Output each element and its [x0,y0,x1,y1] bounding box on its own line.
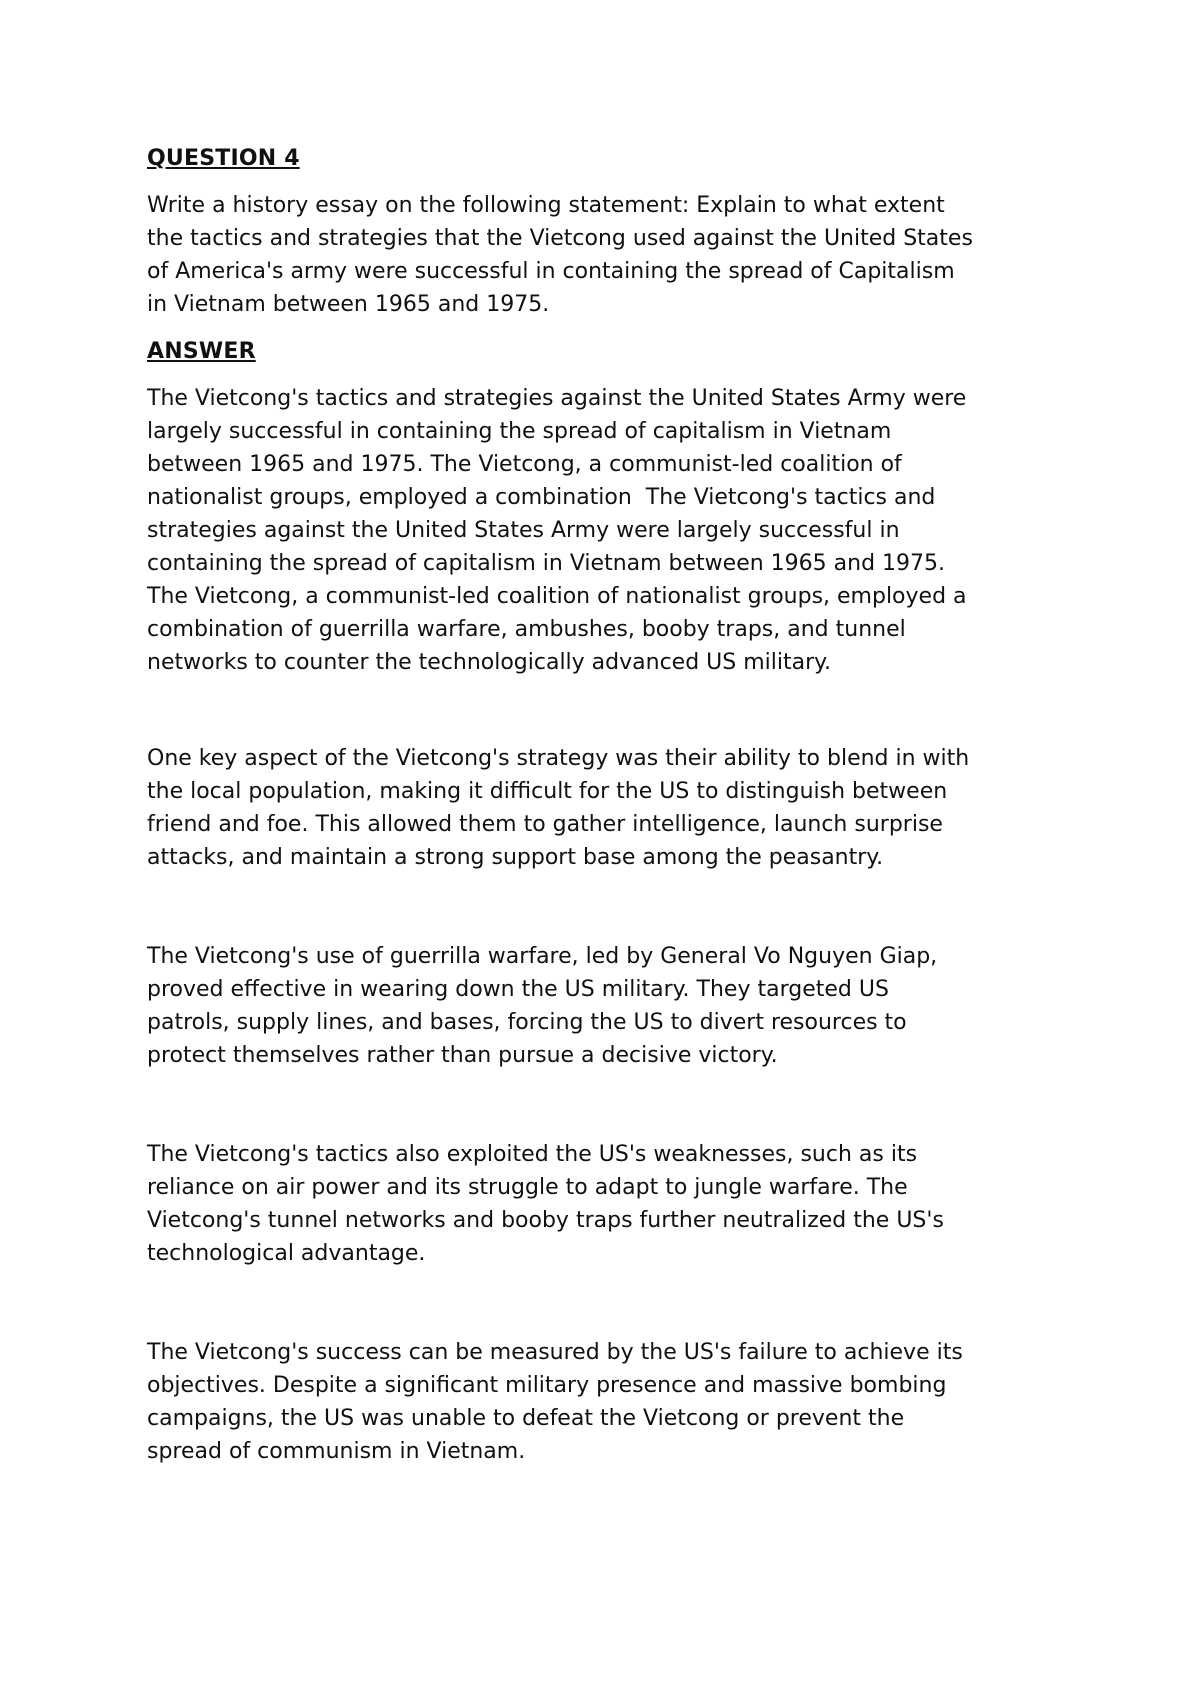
answer-paragraph-2: One key aspect of the Vietcong's strategy was their ability to blend in with the local population, making it difficult for the US to distinguish between friend and foe. This allowed them to gather intelligence, launch surprise attacks, and maintain a strong support base among the peasantry. [147,746,970,870]
question-heading: QUESTION 4 [147,146,300,171]
question-text: Write a history essay on the following statement: Explain to what extent the tactics and strategies that the Vietcong used against the United States of America's army were successful in containing the spread of Capitalism in Vietnam between 1965 and 1975. [147,193,973,317]
document-page [147,142,1077,1534]
answer-paragraph-5: The Vietcong's success can be measured by the US's failure to achieve its objectives. Despite a significant military presence and massive bombing campaigns, the US was unable to defeat the Vietcong or prevent the spread of communism in Vietnam. [147,1340,963,1464]
answer-paragraph-4: The Vietcong's tactics also exploited the US's weaknesses, such as its reliance on air power and its struggle to adapt to jungle warfare. The Vietcong's tunnel networks and booby traps further neutralized the US's technological advantage. [147,1142,944,1266]
answer-paragraph-3: The Vietcong's use of guerrilla warfare, led by General Vo Nguyen Giap, proved effective in wearing down the US military. They targeted US patrols, supply lines, and bases, forcing the US to divert resources to protect themselves rather than pursue a decisive victory. [147,944,938,1068]
answer-heading: ANSWER [147,339,256,364]
answer-paragraph-1: The Vietcong's tactics and strategies against the United States Army were largely successful in containing the spread of capitalism in Vietnam between 1965 and 1975. The Vietcong, a communist-led coalition of nationalist groups, employed a combination The Vietcong's tactics and strategies against the United States Army were largely successful in containing the spread of capitalism in Vietnam between 1965 and 1975. The Vietcong, a communist-led coalition of nationalist groups, employed a combination of guerrilla warfare, ambushes, booby traps, and tunnel networks to counter the technologically advanced US military. [147,386,967,675]
